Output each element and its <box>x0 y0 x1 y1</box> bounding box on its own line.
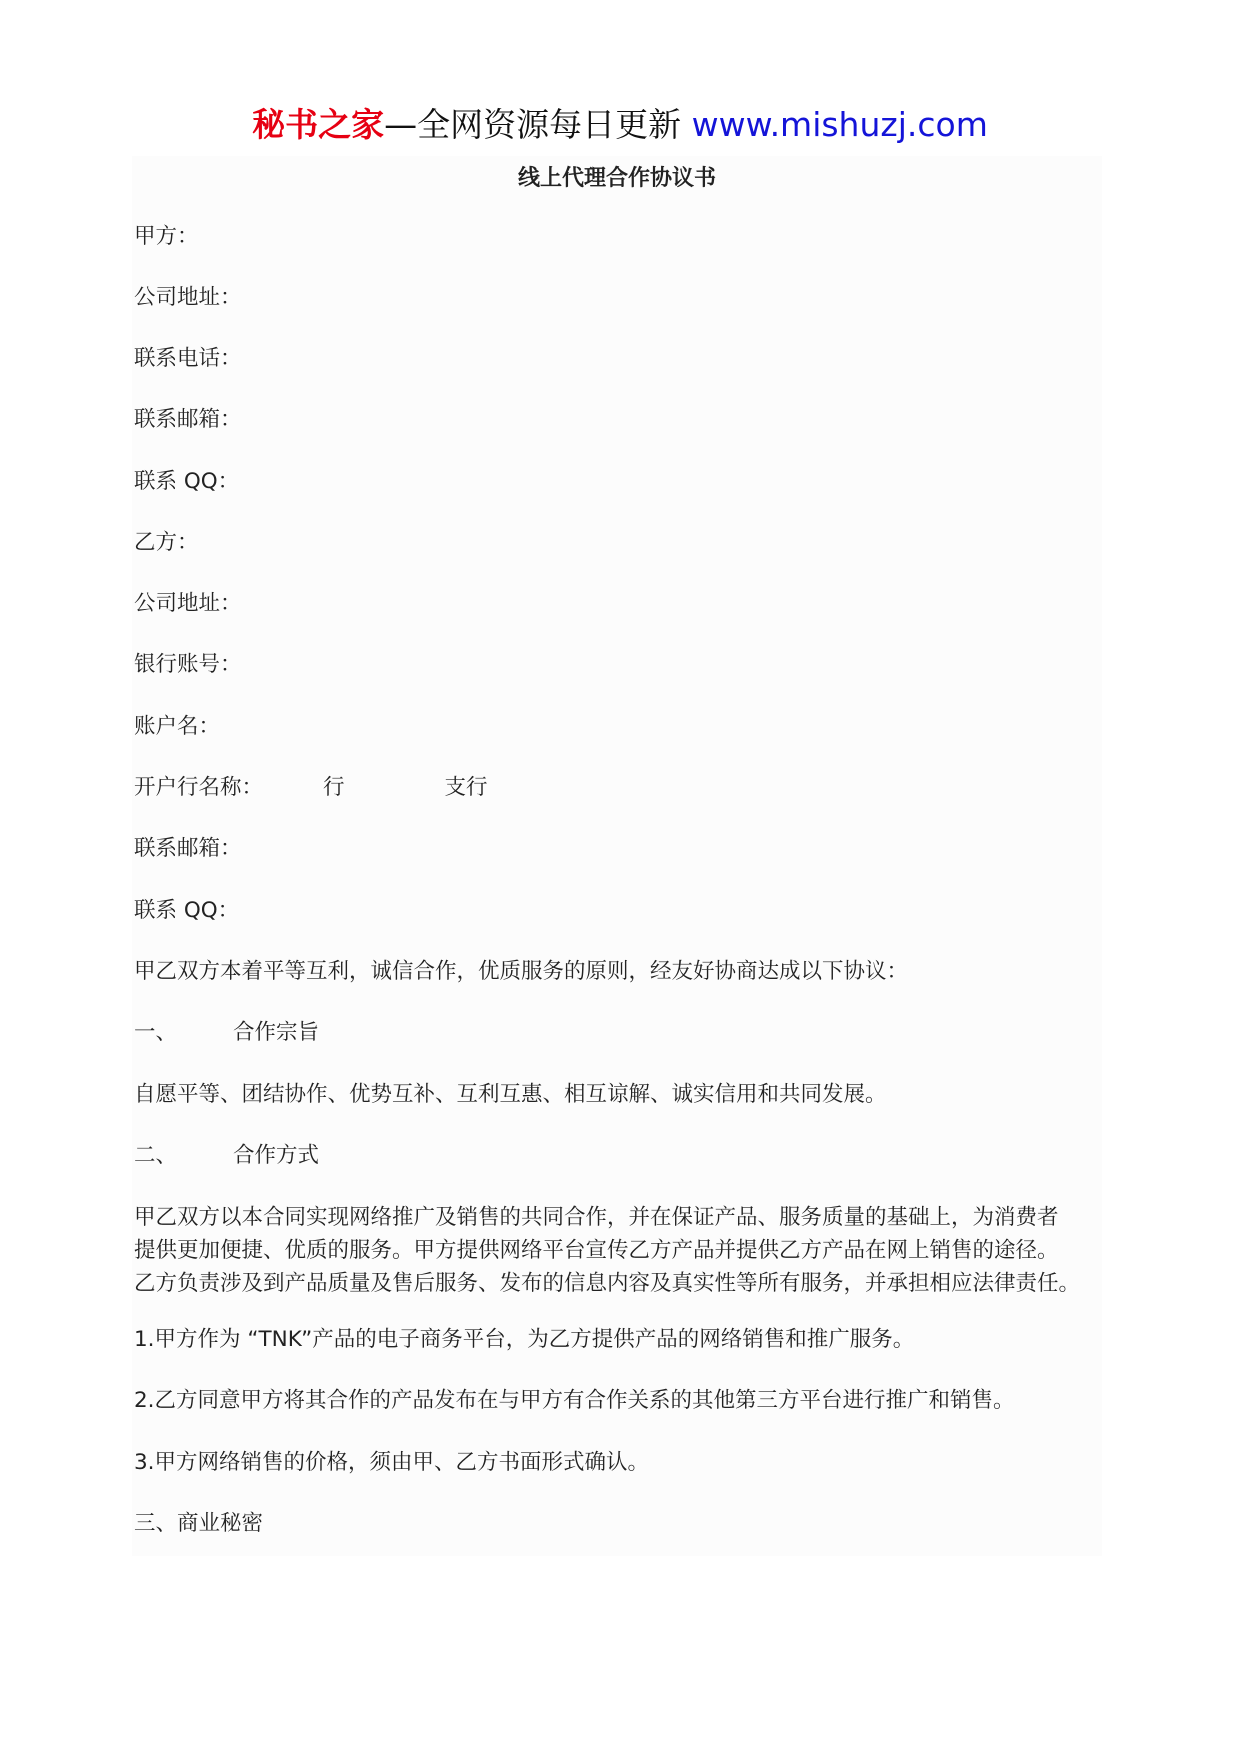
section-1-number: 一、 <box>134 1020 178 1045</box>
section-2-body-line: 乙方负责涉及到产品质量及售后服务、发布的信息内容及真实性等所有服务，并承担相应法律责任。 <box>134 1271 1081 1296</box>
section-3-heading: 三、商业秘密 <box>134 1511 264 1536</box>
section-2-body-line: 甲乙双方以本合同实现网络推广及销售的共同合作，并在保证产品、服务质量的基础上，为消费者 <box>134 1205 1059 1230</box>
section-2-body-line: 提供更加便捷、优质的服务。甲方提供网络平台宣传乙方产品并提供乙方产品在网上销售的途径。 <box>134 1238 1059 1263</box>
bank-name-suffix-2: 支行 <box>444 775 488 800</box>
section-2-heading <box>134 1139 319 1173</box>
banner-url[interactable]: www.mishuzj.com <box>691 105 988 144</box>
banner-brand: 秘书之家 <box>252 105 385 144</box>
bank-name-suffix-1: 行 <box>323 775 345 800</box>
party-a-qq: 联系 QQ： <box>134 469 240 494</box>
section-2-number: 二、 <box>134 1143 178 1168</box>
intro-paragraph: 甲乙双方本着平等互利，诚信合作，优质服务的原则，经友好协商达成以下协议： <box>134 959 909 984</box>
section-1-heading <box>134 1016 319 1050</box>
party-b-bank-name <box>134 771 488 805</box>
section-2-title: 合作方式 <box>233 1143 320 1168</box>
document-page <box>132 156 1102 1556</box>
section-2-body <box>134 1201 1102 1300</box>
party-a-email: 联系邮箱： <box>134 407 242 432</box>
banner-tagline: —全网资源每日更新 <box>384 105 692 144</box>
section-2-item-3: 3.甲方网络销售的价格，须由甲、乙方书面形式确认。 <box>134 1450 650 1475</box>
party-a-address: 公司地址： <box>134 285 242 310</box>
party-b-address: 公司地址： <box>134 591 242 616</box>
party-a-label: 甲方： <box>134 224 199 249</box>
section-2-item-2: 2.乙方同意甲方将其合作的产品发布在与甲方有合作关系的其他第三方平台进行推广和销售。 <box>134 1388 1015 1413</box>
document-title: 线上代理合作协议书 <box>517 166 716 191</box>
bank-name-label: 开户行名称： <box>134 775 264 800</box>
party-b-email: 联系邮箱： <box>134 836 242 861</box>
party-b-account-name: 账户名： <box>134 714 221 739</box>
party-b-qq: 联系 QQ： <box>134 898 240 923</box>
party-b-bank-account: 银行账号： <box>134 652 242 677</box>
site-banner <box>0 100 1240 150</box>
section-1-title: 合作宗旨 <box>233 1020 320 1045</box>
party-b-label: 乙方： <box>134 530 199 555</box>
party-a-phone: 联系电话： <box>134 346 242 371</box>
section-1-body: 自愿平等、团结协作、优势互补、互利互惠、相互谅解、诚实信用和共同发展。 <box>134 1082 887 1107</box>
section-2-item-1: 1.甲方作为 “TNK”产品的电子商务平台，为乙方提供产品的网络销售和推广服务。 <box>134 1327 915 1352</box>
